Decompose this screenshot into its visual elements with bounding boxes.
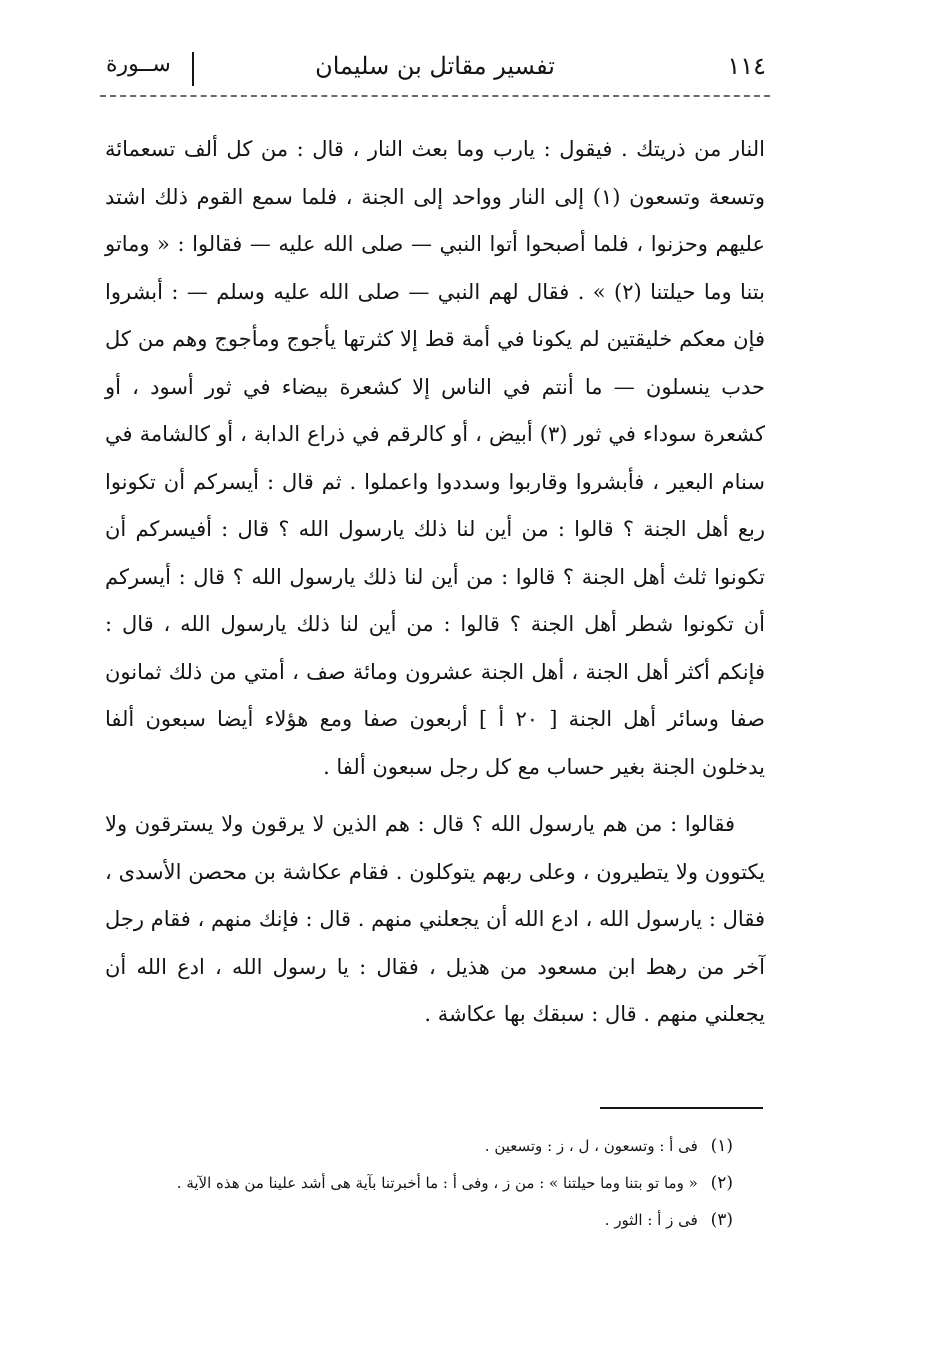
footnote-3	[105, 1202, 733, 1239]
page-number: ١١٤	[727, 52, 766, 80]
footnotes	[105, 1128, 733, 1239]
paragraph-1: النار من ذريتك . فيقول : يارب وما بعث النار ، قال : من كل ألف تسعمائة وتسعة وتسعون (١) إلى النار وواحد إلى الجنة ، فلما سمع القوم ذلك اشتد عليهم وحزنوا ، فلما أصبحوا أتوا النبي — صلى الله عليه — فقالوا : « وماتو بتنا وما حيلتنا (٢) » . فقال لهم النبي — صلى الله عليه وسلم — : أبشروا فإن معكم خليقتين لم يكونا في أمة قط إلا كثرتها يأجوج ومأجوج وهم من كل حدب ينسلون — ما أنتم في الناس إلا كشعرة بيضاء في ثور أسود ، أو كشعرة سوداء في ثور (٣) أبيض ، أو كالرقم في ذراع الدابة ، أو كالشامة في سنام البعير ، فأبشروا وقاربوا وسددوا واعملوا . ثم قال : أيسركم أن تكونوا ربع أهل الجنة ؟ قالوا : من أين لنا ذلك يارسول الله ؟ قال : أفيسركم أن تكونوا ثلث أهل الجنة ؟ قالوا : من أين لنا ذلك يارسول الله ؟ قال : أيسركم أن تكونوا شطر أهل الجنة ؟ قالوا : من أين لنا ذلك يارسول الله ، قال : فإنكم أكثر أهل الجنة ، أهل الجنة عشرون ومائة صف ، أمتي من ذلك ثمانون صفا وسائر أهل الجنة [ ٢٠ أ ] أربعون صفا ومع هؤلاء أيضا سبعون ألفا يدخلون الجنة بغير حساب مع كل رجل سبعون ألفا .	[105, 137, 766, 779]
page-header	[100, 40, 770, 100]
footnote-2	[105, 1165, 733, 1202]
running-title: تفسير مقاتل بن سليمان	[315, 52, 555, 80]
footnote-number: (٣)	[710, 1210, 733, 1230]
footnote-rule	[600, 1107, 763, 1109]
footnote-1	[105, 1128, 733, 1165]
footnote-number: (١)	[710, 1136, 733, 1156]
footnote-number: (٢)	[710, 1173, 733, 1193]
section-label: ســورة	[106, 52, 171, 77]
footnote-text: فى أ : وتسعون ، ل ، ز : وتسعين .	[484, 1137, 698, 1155]
footnote-text: « وما تو بتنا وما حيلتنا » : من ز ، وفى أ : ما أخبرتنا بآية هى أشد علينا من هذه الآية .	[176, 1174, 698, 1192]
footnote-text: فى ز أ : الثور .	[604, 1211, 698, 1229]
paragraph-2: فقالوا : من هم يارسول الله ؟ قال : هم الذين لا يرقون ولا يسترقون ولا يكتوون ولا يتطيرون ، وعلى ربهم يتوكلون . فقام عكاشة بن محصن الأسدى ، فقال : يارسول الله ، ادع الله أن يجعلني منهم . قال : فإنك منهم ، فقام رجل آخر من رهط ابن مسعود من هذيل ، فقال : يا رسول الله ، ادع الله أن يجعلني منهم . قال : سبقك بها عكاشة .	[105, 812, 765, 1026]
header-rule	[100, 95, 770, 97]
main-text	[105, 126, 765, 1039]
